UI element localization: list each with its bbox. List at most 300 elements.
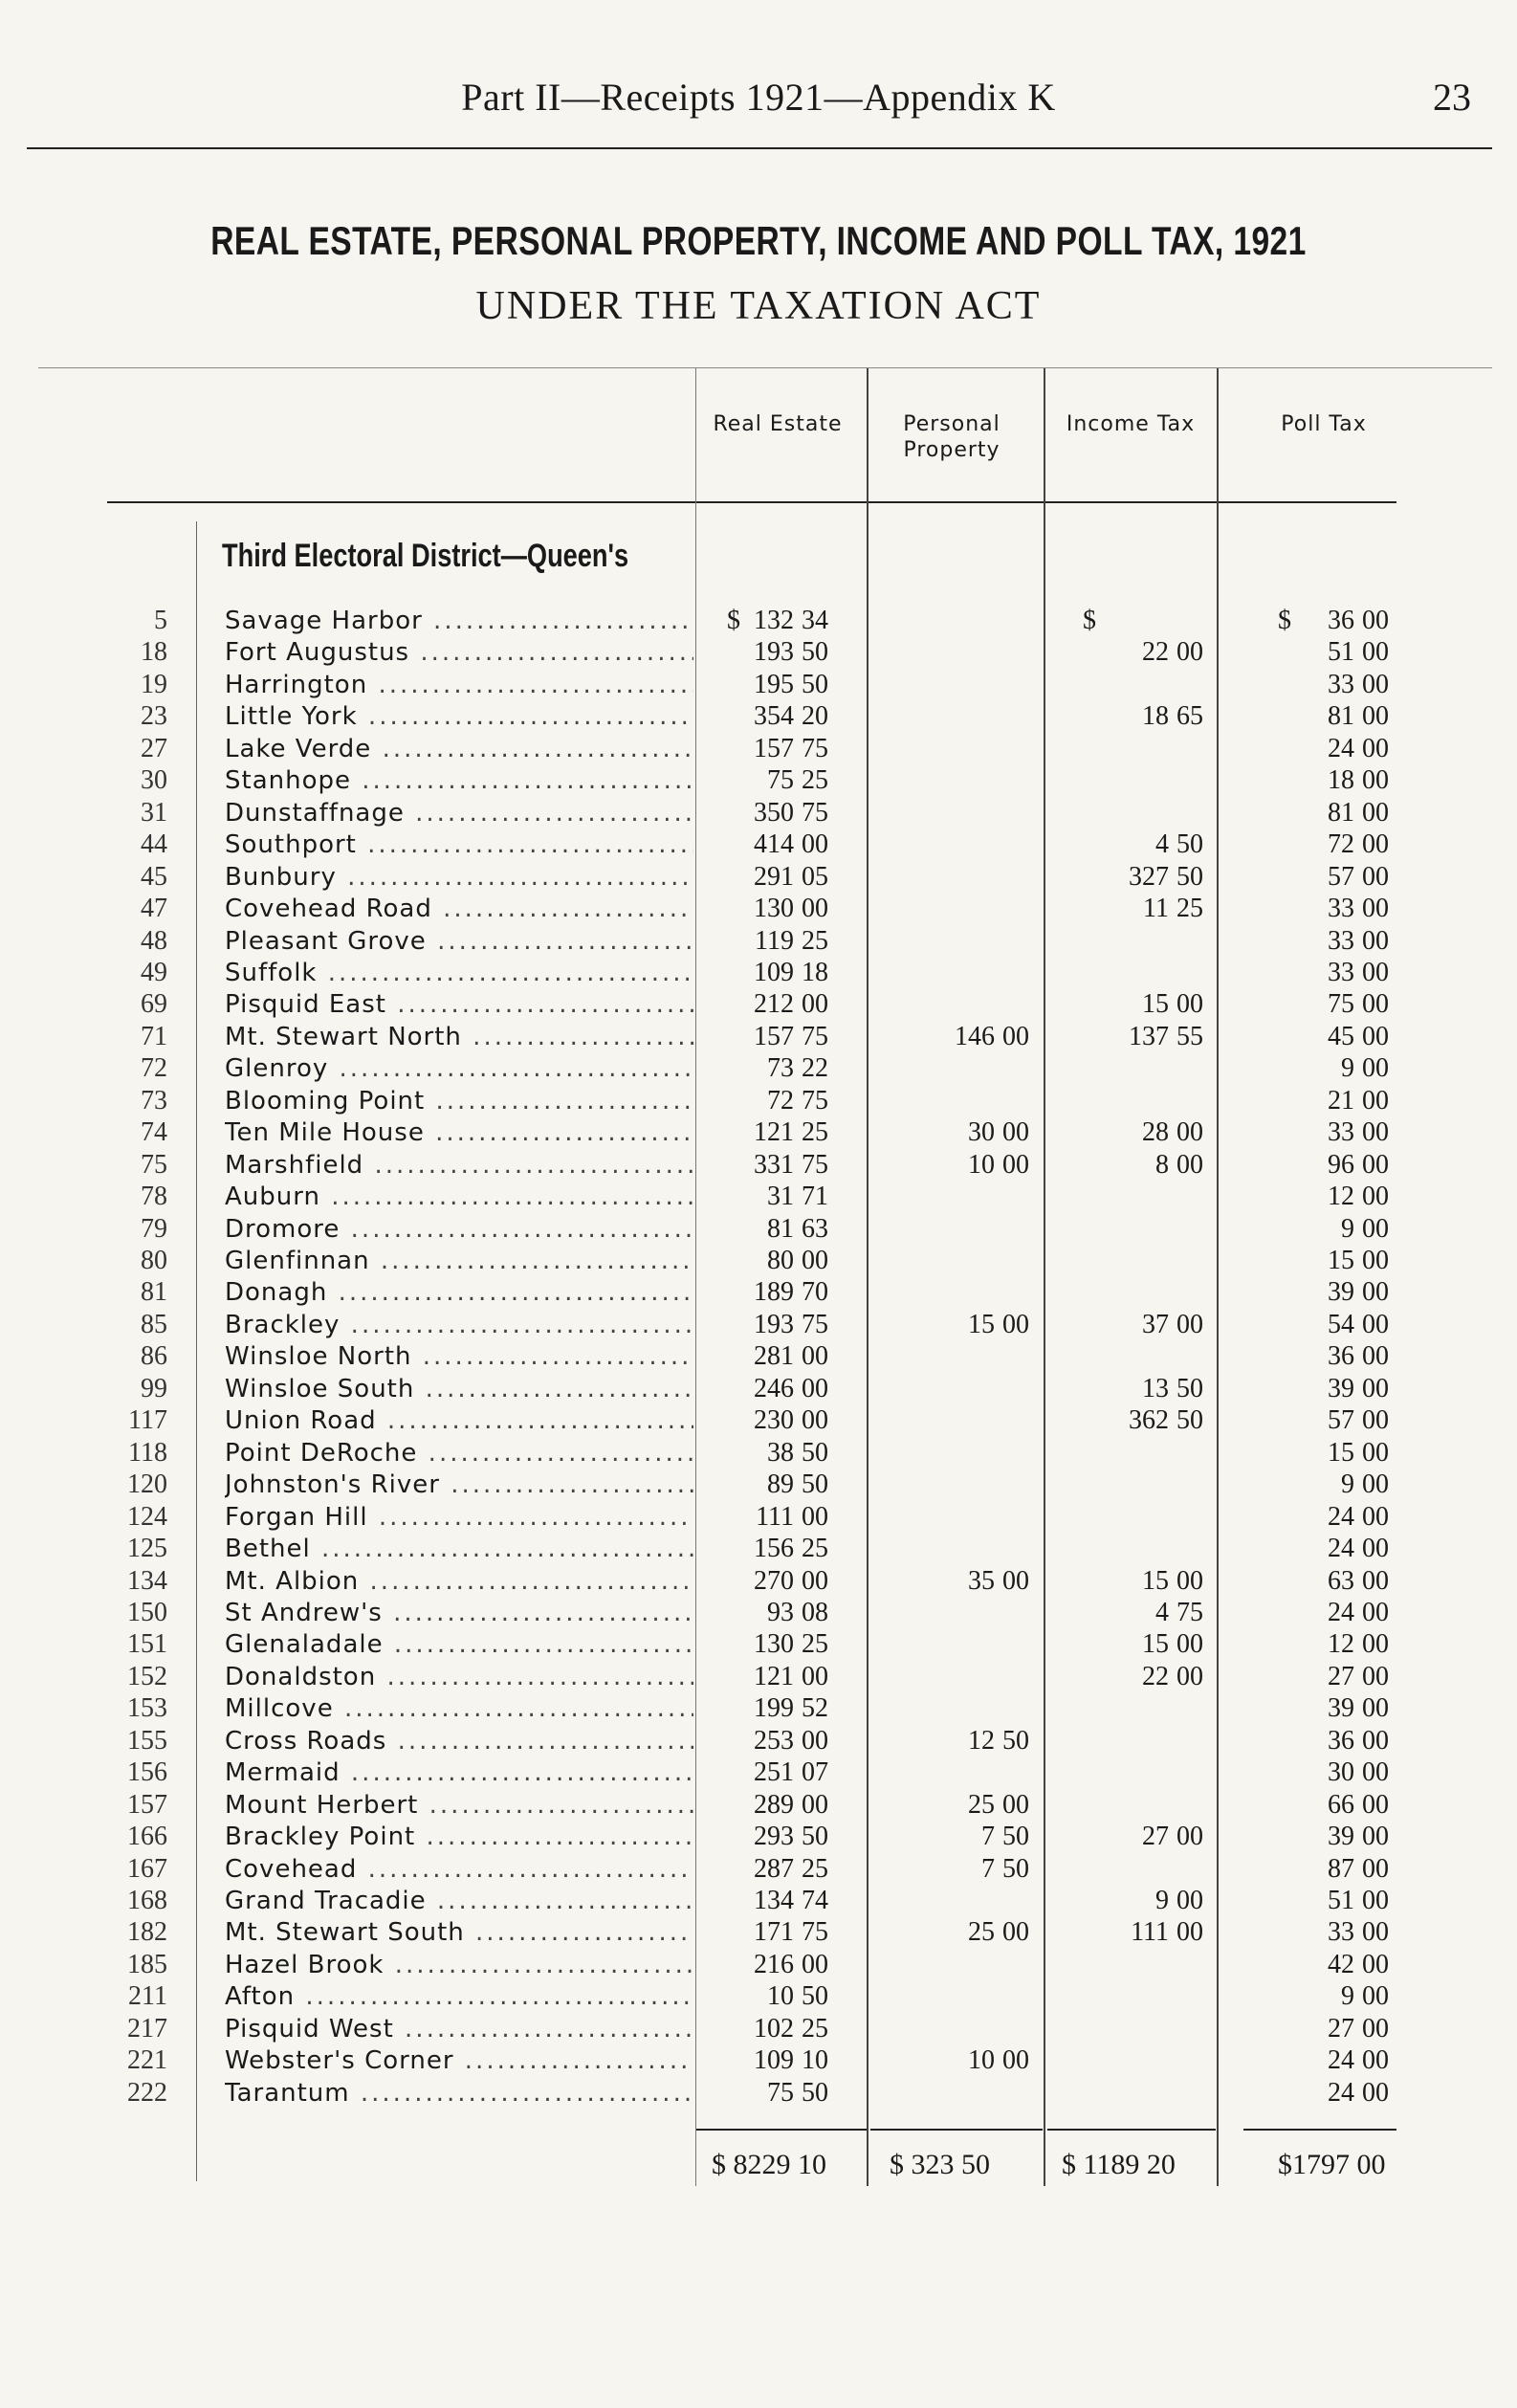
row-place-name: Winsloe South ..... bbox=[225, 1373, 693, 1405]
table-row bbox=[0, 1789, 1517, 1822]
amount-dollars-pt: 36 bbox=[1328, 606, 1354, 635]
row-number: 124 bbox=[127, 1501, 167, 1532]
row-number: 80 bbox=[141, 1246, 167, 1275]
currency-sign: $ bbox=[1083, 606, 1096, 635]
amount-dollars-pt: 81 bbox=[1328, 797, 1354, 828]
amount-cents-pp: 50 bbox=[1002, 1853, 1029, 1884]
amount-cents-pt: 00 bbox=[1362, 669, 1389, 699]
amount-dollars-pt: 12 bbox=[1328, 1629, 1354, 1660]
row-number: 221 bbox=[127, 2045, 167, 2076]
amount-dollars-pt: 33 bbox=[1328, 957, 1354, 987]
row-number: 222 bbox=[127, 2077, 167, 2108]
amount-cents-re: 50 bbox=[802, 2077, 828, 2108]
amount-cents-pt: 00 bbox=[1362, 1853, 1389, 1884]
row-place-name: Dunstaffnage ..... bbox=[225, 797, 693, 829]
amount-cents-re: 34 bbox=[802, 606, 828, 635]
amount-dollars-pt: 15 bbox=[1328, 1246, 1354, 1275]
row-place-name: Webster's Corner ..... bbox=[225, 2044, 693, 2077]
row-number: 150 bbox=[127, 1597, 167, 1627]
amount-cents-pt: 00 bbox=[1362, 1117, 1389, 1148]
row-place-name: Point DeRoche ..... bbox=[225, 1437, 693, 1469]
amount-cents-re: 05 bbox=[802, 861, 828, 892]
table-row bbox=[0, 1181, 1517, 1213]
amount-dollars-re: 291 bbox=[754, 861, 794, 892]
amount-dollars-it: 27 bbox=[1142, 1822, 1169, 1852]
amount-cents-pt: 00 bbox=[1362, 797, 1389, 828]
table-row bbox=[0, 636, 1517, 669]
amount-cents-pp: 50 bbox=[1002, 1725, 1029, 1756]
table-row bbox=[0, 797, 1517, 829]
table-row bbox=[0, 1628, 1517, 1661]
row-number: 152 bbox=[127, 1661, 167, 1691]
amount-dollars-it: 327 bbox=[1129, 861, 1169, 892]
amount-cents-pp: 00 bbox=[1002, 1021, 1029, 1051]
row-place-name: Donaldston ..... bbox=[225, 1661, 693, 1693]
table-row bbox=[0, 1533, 1517, 1565]
amount-dollars-re: 10 bbox=[767, 1981, 794, 2012]
amount-cents-re: 50 bbox=[802, 637, 828, 668]
row-place-name: Mount Herbert ..... bbox=[225, 1789, 693, 1822]
row-number: 23 bbox=[141, 701, 167, 732]
amount-dollars-it: 9 bbox=[1155, 1886, 1169, 1915]
amount-dollars-pt: 72 bbox=[1328, 829, 1354, 860]
table-row bbox=[0, 1949, 1517, 1981]
amount-dollars-re: 270 bbox=[754, 1565, 794, 1596]
amount-dollars-re: 212 bbox=[754, 989, 794, 1020]
table-row bbox=[0, 1756, 1517, 1789]
amount-cents-pp: 00 bbox=[1002, 1149, 1029, 1180]
table-row bbox=[0, 1309, 1517, 1341]
amount-dollars-re: 130 bbox=[754, 894, 794, 924]
amount-dollars-re: 134 bbox=[754, 1886, 794, 1915]
amount-dollars-re: 293 bbox=[754, 1822, 794, 1852]
amount-cents-re: 50 bbox=[802, 1469, 828, 1500]
amount-cents-pt: 00 bbox=[1362, 1565, 1389, 1596]
amount-dollars-re: 109 bbox=[754, 2045, 794, 2076]
table-row bbox=[0, 1373, 1517, 1405]
row-place-name: Winsloe North ..... bbox=[225, 1340, 693, 1373]
table-row bbox=[0, 733, 1517, 765]
amount-dollars-pp: 30 bbox=[968, 1117, 995, 1148]
amount-dollars-re: 195 bbox=[754, 669, 794, 699]
amount-cents-re: 07 bbox=[802, 1757, 828, 1788]
table-row bbox=[0, 1340, 1517, 1373]
amount-dollars-pt: 9 bbox=[1341, 1981, 1354, 2012]
amount-cents-re: 75 bbox=[802, 1309, 828, 1339]
table-row bbox=[0, 861, 1517, 894]
amount-dollars-re: 253 bbox=[754, 1725, 794, 1756]
amount-cents-pt: 00 bbox=[1362, 1757, 1389, 1788]
amount-cents-pt: 00 bbox=[1362, 1661, 1389, 1691]
total-real-estate: $ 8229 10 bbox=[712, 2149, 826, 2180]
amount-dollars-pt: 39 bbox=[1328, 1693, 1354, 1724]
row-place-name: Union Road ..... bbox=[225, 1404, 693, 1437]
amount-dollars-it: 13 bbox=[1142, 1373, 1169, 1403]
row-place-name: Bunbury ..... bbox=[225, 861, 693, 894]
row-number: 125 bbox=[127, 1534, 167, 1564]
amount-cents-pt: 00 bbox=[1362, 1501, 1389, 1532]
amount-dollars-pt: 24 bbox=[1328, 1501, 1354, 1532]
amount-dollars-re: 171 bbox=[754, 1917, 794, 1948]
amount-dollars-pp: 7 bbox=[981, 1822, 995, 1852]
amount-dollars-re: 350 bbox=[754, 797, 794, 828]
amount-dollars-re: 199 bbox=[754, 1693, 794, 1724]
amount-cents-pt: 00 bbox=[1362, 1693, 1389, 1724]
amount-cents-re: 25 bbox=[802, 925, 828, 956]
amount-dollars-pp: 10 bbox=[968, 1149, 995, 1180]
amount-cents-it: 50 bbox=[1176, 861, 1203, 892]
amount-dollars-pt: 33 bbox=[1328, 669, 1354, 699]
amount-dollars-pt: 9 bbox=[1341, 1213, 1354, 1244]
amount-dollars-pt: 24 bbox=[1328, 2045, 1354, 2076]
row-place-name: Forgan Hill ..... bbox=[225, 1501, 693, 1534]
amount-dollars-re: 119 bbox=[755, 925, 794, 956]
row-number: 18 bbox=[141, 637, 167, 668]
amount-cents-it: 00 bbox=[1176, 1629, 1203, 1660]
amount-cents-re: 00 bbox=[802, 1501, 828, 1532]
row-place-name: Little York ..... bbox=[225, 700, 693, 733]
amount-cents-pt: 00 bbox=[1362, 606, 1389, 635]
amount-dollars-it: 22 bbox=[1142, 637, 1169, 668]
amount-dollars-re: 75 bbox=[767, 2077, 794, 2108]
table-row bbox=[0, 1213, 1517, 1246]
amount-cents-pt: 00 bbox=[1362, 1725, 1389, 1756]
amount-dollars-pt: 54 bbox=[1328, 1309, 1354, 1339]
amount-dollars-re: 246 bbox=[754, 1373, 794, 1403]
amount-cents-re: 00 bbox=[802, 1565, 828, 1596]
amount-dollars-it: 362 bbox=[1129, 1405, 1169, 1436]
amount-cents-pt: 00 bbox=[1362, 2045, 1389, 2076]
col-real-estate: Real Estate bbox=[713, 412, 843, 436]
amount-cents-pt: 00 bbox=[1362, 1981, 1389, 2012]
amount-cents-it: 55 bbox=[1176, 1021, 1203, 1051]
amount-cents-pt: 00 bbox=[1362, 1085, 1389, 1116]
row-number: 155 bbox=[127, 1725, 167, 1756]
amount-dollars-pt: 96 bbox=[1328, 1149, 1354, 1180]
amount-cents-it: 00 bbox=[1176, 1309, 1203, 1339]
table-row bbox=[0, 1597, 1517, 1629]
row-place-name: Glenroy ..... bbox=[225, 1052, 693, 1085]
row-number: 157 bbox=[127, 1789, 167, 1820]
table-row bbox=[0, 2077, 1517, 2110]
amount-dollars-re: 81 bbox=[767, 1213, 794, 1244]
amount-cents-re: 50 bbox=[802, 1437, 828, 1468]
amount-dollars-pt: 39 bbox=[1328, 1822, 1354, 1852]
col-personal-property: Personal Property bbox=[903, 412, 1000, 462]
amount-dollars-re: 193 bbox=[754, 637, 794, 668]
amount-cents-it: 25 bbox=[1176, 894, 1203, 924]
amount-dollars-it: 15 bbox=[1142, 989, 1169, 1020]
amount-dollars-re: 93 bbox=[767, 1597, 794, 1627]
row-number: 185 bbox=[127, 1949, 167, 1979]
amount-cents-pt: 00 bbox=[1362, 1373, 1389, 1403]
amount-cents-it: 50 bbox=[1176, 1405, 1203, 1436]
amount-dollars-it: 37 bbox=[1142, 1309, 1169, 1339]
amount-dollars-pt: 33 bbox=[1328, 894, 1354, 924]
amount-dollars-re: 102 bbox=[754, 2013, 794, 2043]
amount-dollars-pt: 39 bbox=[1328, 1277, 1354, 1308]
running-header-title: Part II—Receipts 1921—Appendix K bbox=[461, 76, 1056, 119]
amount-dollars-re: 354 bbox=[754, 701, 794, 732]
amount-cents-re: 00 bbox=[802, 989, 828, 1020]
table-row bbox=[0, 925, 1517, 958]
table-row bbox=[0, 764, 1517, 797]
row-number: 73 bbox=[141, 1085, 167, 1116]
table-row bbox=[0, 2044, 1517, 2077]
table-row bbox=[0, 957, 1517, 989]
amount-cents-pt: 00 bbox=[1362, 1886, 1389, 1915]
amount-cents-pt: 00 bbox=[1362, 1917, 1389, 1948]
amount-cents-re: 22 bbox=[802, 1053, 828, 1084]
amount-cents-it: 00 bbox=[1176, 1822, 1203, 1852]
table-row bbox=[0, 1916, 1517, 1949]
amount-dollars-pt: 57 bbox=[1328, 861, 1354, 892]
col-income-tax: Income Tax bbox=[1066, 412, 1196, 436]
row-number: 78 bbox=[141, 1182, 167, 1212]
currency-sign: $ bbox=[1278, 606, 1291, 635]
amount-dollars-re: 109 bbox=[754, 957, 794, 987]
row-number: 217 bbox=[127, 2013, 167, 2043]
amount-dollars-re: 121 bbox=[754, 1117, 794, 1148]
table-row bbox=[0, 1821, 1517, 1853]
row-number: 5 bbox=[154, 606, 167, 635]
amount-cents-pt: 00 bbox=[1362, 765, 1389, 796]
amount-cents-re: 71 bbox=[802, 1182, 828, 1212]
amount-dollars-re: 111 bbox=[756, 1501, 794, 1532]
row-number: 69 bbox=[141, 989, 167, 1020]
amount-cents-re: 63 bbox=[802, 1213, 828, 1244]
row-place-name: Suffolk ..... bbox=[225, 957, 693, 989]
amount-dollars-re: 281 bbox=[754, 1341, 794, 1372]
row-place-name: Tarantum ..... bbox=[225, 2077, 693, 2110]
amount-cents-pt: 00 bbox=[1362, 925, 1389, 956]
district-heading: Third Electoral District—Queen's bbox=[222, 538, 629, 574]
table-row bbox=[0, 1404, 1517, 1437]
amount-cents-it: 65 bbox=[1176, 701, 1203, 732]
amount-dollars-it: 22 bbox=[1142, 1661, 1169, 1691]
amount-dollars-pt: 33 bbox=[1328, 1117, 1354, 1148]
amount-cents-pp: 00 bbox=[1002, 1309, 1029, 1339]
amount-cents-re: 74 bbox=[802, 1886, 828, 1915]
amount-dollars-pt: 9 bbox=[1341, 1469, 1354, 1500]
amount-cents-re: 50 bbox=[802, 1981, 828, 2012]
amount-cents-re: 00 bbox=[802, 1373, 828, 1403]
amount-cents-re: 00 bbox=[802, 1725, 828, 1756]
amount-dollars-it: 137 bbox=[1129, 1021, 1169, 1051]
amount-dollars-it: 18 bbox=[1142, 701, 1169, 732]
amount-cents-it: 00 bbox=[1176, 637, 1203, 668]
header-rule bbox=[27, 147, 1492, 149]
amount-cents-re: 25 bbox=[802, 1534, 828, 1564]
row-place-name: Fort Augustus ..... bbox=[225, 636, 693, 669]
amount-dollars-it: 15 bbox=[1142, 1629, 1169, 1660]
amount-dollars-pt: 9 bbox=[1341, 1053, 1354, 1084]
table-row bbox=[0, 1052, 1517, 1085]
table-row bbox=[0, 988, 1517, 1021]
amount-cents-re: 10 bbox=[802, 2045, 828, 2076]
amount-dollars-pt: 87 bbox=[1328, 1853, 1354, 1884]
amount-cents-pp: 00 bbox=[1002, 1565, 1029, 1596]
row-number: 166 bbox=[127, 1822, 167, 1852]
table-row bbox=[0, 1149, 1517, 1182]
amount-cents-pt: 00 bbox=[1362, 1629, 1389, 1660]
amount-cents-re: 00 bbox=[802, 1661, 828, 1691]
row-number: 120 bbox=[127, 1469, 167, 1500]
row-number: 156 bbox=[127, 1757, 167, 1788]
amount-cents-pt: 00 bbox=[1362, 894, 1389, 924]
row-number: 153 bbox=[127, 1693, 167, 1724]
amount-cents-pt: 00 bbox=[1362, 1246, 1389, 1275]
amount-cents-pp: 00 bbox=[1002, 1917, 1029, 1948]
amount-dollars-pt: 51 bbox=[1328, 1886, 1354, 1915]
amount-cents-re: 00 bbox=[802, 1405, 828, 1436]
total-personal-property: $ 323 50 bbox=[890, 2149, 990, 2180]
table-row bbox=[0, 2013, 1517, 2045]
row-place-name: Glenaladale ..... bbox=[225, 1628, 693, 1661]
amount-dollars-re: 72 bbox=[767, 1085, 794, 1116]
amount-cents-re: 00 bbox=[802, 1341, 828, 1372]
amount-dollars-pt: 24 bbox=[1328, 1534, 1354, 1564]
amount-cents-pt: 00 bbox=[1362, 957, 1389, 987]
table-row bbox=[0, 1565, 1517, 1598]
total-rule-re bbox=[696, 2129, 867, 2131]
table-row bbox=[0, 1661, 1517, 1693]
total-rule-it bbox=[1047, 2129, 1216, 2131]
amount-dollars-re: 132 bbox=[754, 606, 794, 635]
row-number: 49 bbox=[141, 957, 167, 987]
amount-dollars-re: 80 bbox=[767, 1246, 794, 1275]
row-place-name: Brackley Point ..... bbox=[225, 1821, 693, 1853]
amount-dollars-pp: 25 bbox=[968, 1789, 995, 1820]
amount-dollars-pt: 75 bbox=[1328, 989, 1354, 1020]
amount-dollars-it: 11 bbox=[1143, 894, 1169, 924]
row-place-name: Johnston's River ..... bbox=[225, 1469, 693, 1501]
amount-cents-pp: 50 bbox=[1002, 1822, 1029, 1852]
amount-dollars-pp: 7 bbox=[981, 1853, 995, 1884]
amount-cents-it: 00 bbox=[1176, 1565, 1203, 1596]
row-number: 48 bbox=[141, 925, 167, 956]
row-place-name: St Andrew's ..... bbox=[225, 1597, 693, 1629]
amount-cents-re: 25 bbox=[802, 1629, 828, 1660]
row-place-name: Glenfinnan ..... bbox=[225, 1245, 693, 1277]
column-header-rule bbox=[107, 501, 1396, 503]
amount-cents-re: 20 bbox=[802, 701, 828, 732]
amount-dollars-pp: 15 bbox=[968, 1309, 995, 1339]
amount-cents-re: 75 bbox=[802, 1917, 828, 1948]
table-row bbox=[0, 1437, 1517, 1469]
row-place-name: Pisquid East ..... bbox=[225, 988, 693, 1021]
row-place-name: Harrington ..... bbox=[225, 669, 693, 701]
amount-dollars-pt: 18 bbox=[1328, 765, 1354, 796]
amount-dollars-pp: 12 bbox=[968, 1725, 995, 1756]
row-number: 27 bbox=[141, 733, 167, 763]
amount-cents-pt: 00 bbox=[1362, 1021, 1389, 1051]
row-place-name: Grand Tracadie ..... bbox=[225, 1885, 693, 1917]
table-row bbox=[0, 893, 1517, 925]
amount-dollars-re: 89 bbox=[767, 1469, 794, 1500]
amount-dollars-re: 156 bbox=[754, 1534, 794, 1564]
row-place-name: Mt. Stewart South ..... bbox=[225, 1916, 693, 1949]
amount-cents-re: 50 bbox=[802, 669, 828, 699]
row-place-name: Mt. Albion ..... bbox=[225, 1565, 693, 1598]
amount-cents-re: 75 bbox=[802, 1021, 828, 1051]
table-row bbox=[0, 669, 1517, 701]
row-place-name: Pisquid West ..... bbox=[225, 2013, 693, 2045]
amount-dollars-pt: 63 bbox=[1328, 1565, 1354, 1596]
row-number: 81 bbox=[141, 1277, 167, 1308]
total-poll-tax: $1797 00 bbox=[1278, 2149, 1386, 2180]
amount-cents-pt: 00 bbox=[1362, 1053, 1389, 1084]
amount-dollars-re: 414 bbox=[754, 829, 794, 860]
row-place-name: Cross Roads ..... bbox=[225, 1725, 693, 1757]
table-row bbox=[0, 1980, 1517, 2013]
amount-cents-pt: 00 bbox=[1362, 1341, 1389, 1372]
amount-cents-pt: 00 bbox=[1362, 2013, 1389, 2043]
amount-dollars-re: 121 bbox=[754, 1661, 794, 1691]
table-row bbox=[0, 828, 1517, 861]
row-number: 72 bbox=[141, 1053, 167, 1084]
amount-cents-re: 25 bbox=[802, 2013, 828, 2043]
row-number: 44 bbox=[141, 829, 167, 860]
table-title: REAL ESTATE, PERSONAL PROPERTY, INCOME AND POLL TAX, 1921 bbox=[210, 218, 1307, 263]
amount-cents-pt: 00 bbox=[1362, 1309, 1389, 1339]
amount-dollars-it: 4 bbox=[1155, 829, 1169, 860]
amount-dollars-re: 331 bbox=[754, 1149, 794, 1180]
amount-cents-re: 75 bbox=[802, 1149, 828, 1180]
amount-dollars-re: 251 bbox=[754, 1757, 794, 1788]
row-number: 47 bbox=[141, 894, 167, 924]
amount-cents-it: 00 bbox=[1176, 1661, 1203, 1691]
amount-dollars-pt: 39 bbox=[1328, 1373, 1354, 1403]
page-number: 23 bbox=[1433, 76, 1471, 119]
amount-dollars-it: 28 bbox=[1142, 1117, 1169, 1148]
amount-cents-pt: 00 bbox=[1362, 1597, 1389, 1627]
table-row bbox=[0, 1725, 1517, 1757]
table-row bbox=[0, 1021, 1517, 1053]
table-subtitle: UNDER THE TAXATION ACT bbox=[475, 284, 1042, 328]
row-number: 134 bbox=[127, 1565, 167, 1596]
row-number: 167 bbox=[127, 1853, 167, 1884]
amount-cents-it: 50 bbox=[1176, 1373, 1203, 1403]
row-place-name: Savage Harbor ..... bbox=[225, 605, 693, 637]
title-rule bbox=[38, 367, 1492, 368]
amount-dollars-pp: 146 bbox=[955, 1021, 995, 1051]
amount-cents-re: 75 bbox=[802, 733, 828, 763]
amount-cents-pt: 00 bbox=[1362, 2077, 1389, 2108]
row-place-name: Lake Verde ..... bbox=[225, 733, 693, 765]
amount-cents-re: 25 bbox=[802, 1853, 828, 1884]
amount-cents-pt: 00 bbox=[1362, 637, 1389, 668]
amount-dollars-re: 130 bbox=[754, 1629, 794, 1660]
row-number: 118 bbox=[128, 1437, 167, 1468]
amount-dollars-pt: 33 bbox=[1328, 925, 1354, 956]
amount-cents-pt: 00 bbox=[1362, 829, 1389, 860]
total-income-tax: $ 1189 20 bbox=[1062, 2149, 1176, 2180]
amount-dollars-pt: 66 bbox=[1328, 1789, 1354, 1820]
amount-dollars-pt: 33 bbox=[1328, 1917, 1354, 1948]
amount-cents-pt: 00 bbox=[1362, 1182, 1389, 1212]
table-row bbox=[0, 1885, 1517, 1917]
table-row bbox=[0, 1501, 1517, 1534]
amount-cents-it: 00 bbox=[1176, 1117, 1203, 1148]
amount-cents-re: 52 bbox=[802, 1693, 828, 1724]
amount-dollars-re: 75 bbox=[767, 765, 794, 796]
amount-cents-re: 75 bbox=[802, 1085, 828, 1116]
amount-dollars-it: 8 bbox=[1155, 1149, 1169, 1180]
amount-dollars-pt: 15 bbox=[1328, 1437, 1354, 1468]
row-place-name: Marshfield ..... bbox=[225, 1149, 693, 1182]
row-place-name: Covehead Road ..... bbox=[225, 893, 693, 925]
